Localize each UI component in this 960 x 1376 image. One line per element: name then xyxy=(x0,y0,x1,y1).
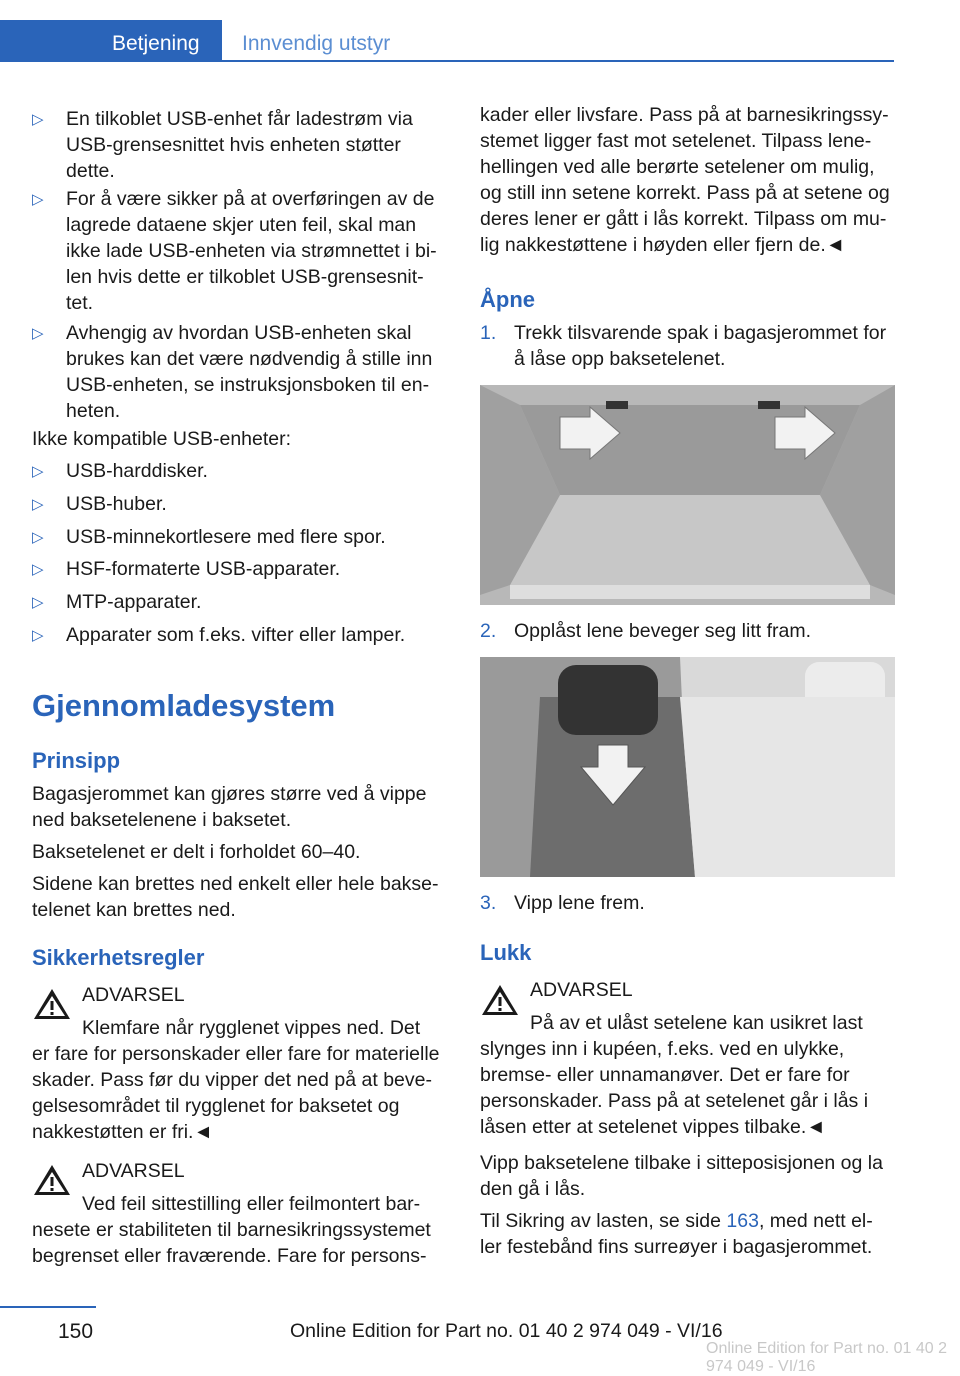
warning-text: Klemfare når rygglenet vippes ned. Det xyxy=(82,1017,421,1039)
bullet-text: Avhengig av hvordan USB-enheten skal brukes kan det være nødvendig å stille inn USB-enheten, se instruksjonsboken til en- heten. xyxy=(66,322,433,422)
watermark: Online Edition for Part no. 01 40 2 974 049 - VI/16 xyxy=(706,1340,948,1375)
bullet-text: For å være sikker på at overføringen av de lagrede dataene skjer uten feil, skal man ikke lade USB-enheten via strømnettet i bi- len hvis dette er tilkoblet USB-grensesnit- tet. xyxy=(66,188,437,314)
page-number: 150 xyxy=(58,1320,94,1343)
bullet-text: USB-harddisker. xyxy=(66,460,208,482)
triangle-bullet-icon: ▷ xyxy=(32,463,44,480)
subsection-title-close: Lukk xyxy=(480,940,532,965)
warning-icon xyxy=(480,982,520,1018)
step-text: Opplåst lene beveger seg litt fram. xyxy=(514,620,811,642)
header-tab-betjening[interactable]: Betjening xyxy=(112,32,200,55)
principle-text: Bagasjerommet kan gjøres større ved å vippe ned baksetelenene i baksetet. xyxy=(32,783,427,831)
trunk-illustration xyxy=(480,385,895,605)
bullet-text: Apparater som f.eks. vifter eller lamper. xyxy=(66,624,406,646)
step-text: Vipp lene frem. xyxy=(514,892,645,914)
triangle-bullet-icon: ▷ xyxy=(32,111,44,128)
step-text: Trekk tilsvarende spak i bagasjerommet for å låse opp baksetelenet. xyxy=(514,322,887,370)
step-number: 1. xyxy=(480,322,497,344)
footer-divider xyxy=(0,1306,96,1308)
warning-text: Ved feil sittestilling eller feilmontert bar- xyxy=(82,1193,421,1215)
seat-illustration xyxy=(480,657,895,877)
header-tab-innvendig-utstyr[interactable]: Innvendig utstyr xyxy=(242,32,391,55)
warning-continuation: kader eller livsfare. Pass på at barnesikringssy- stemet ligger fast mot setelenet. Tilpass lene- hellingen ved alle berørte setelener om mulig, og still inn setene korrekt. Pass på at setene og deres lener er gått i lås korrekt. Tilpass om mu- lig nakkestøttene i høyden eller fjern de.◄ xyxy=(480,104,890,256)
subsection-title-safety: Sikkerhetsregler xyxy=(32,945,205,970)
subsection-title-open: Åpne xyxy=(480,287,535,312)
bullet-text: En tilkoblet USB-enhet får ladestrøm via USB-grensesnittet hvis enheten støtter dette. xyxy=(66,108,413,182)
triangle-bullet-icon: ▷ xyxy=(32,594,44,611)
section-title: Gjennomladesystem xyxy=(32,688,336,723)
header-divider xyxy=(222,60,894,62)
triangle-bullet-icon: ▷ xyxy=(32,191,44,208)
bullet-text: MTP-apparater. xyxy=(66,591,202,613)
principle-text: Baksetelenet er delt i forholdet 60–40. xyxy=(32,841,361,863)
triangle-bullet-icon: ▷ xyxy=(32,496,44,513)
warning-title: ADVARSEL xyxy=(82,1160,185,1182)
triangle-bullet-icon: ▷ xyxy=(32,529,44,546)
warning-text: er fare for personskader eller fare for materielle skader. Pass før du vipper det ned på at beve- gelsesområdet til rygglenet for baksetet og nakkestøtten er fri.◄ xyxy=(32,1043,440,1143)
triangle-bullet-icon: ▷ xyxy=(32,325,44,342)
cargo-reference: Til Sikring av lasten, se side 163, med nett el- ler festebånd fins surreøyer i bagasjerommet. xyxy=(480,1210,873,1258)
principle-text: Sidene kan brettes ned enkelt eller hele bakse- telenet kan brettes ned. xyxy=(32,873,439,921)
step-number: 2. xyxy=(480,620,497,642)
bullet-text: USB-huber. xyxy=(66,493,167,515)
bullet-text: USB-minnekortlesere med flere spor. xyxy=(66,526,386,548)
bullet-text: HSF-formaterte USB-apparater. xyxy=(66,558,341,580)
warning-title: ADVARSEL xyxy=(82,984,185,1006)
warning-text: nesete er stabiliteten til barnesikringssystemet begrenset eller fraværende. Fare for persons- xyxy=(32,1219,431,1267)
step-number: 3. xyxy=(480,892,497,914)
subsection-title-principle: Prinsipp xyxy=(32,748,121,773)
page-link-163[interactable]: 163 xyxy=(726,1210,759,1232)
triangle-bullet-icon: ▷ xyxy=(32,561,44,578)
warning-title: ADVARSEL xyxy=(530,979,633,1001)
close-instructions: Vipp baksetelene tilbake i sitteposisjonen og la den gå i lås. xyxy=(480,1152,883,1200)
incompatible-intro: Ikke kompatible USB-enheter: xyxy=(32,428,292,450)
edition-footer: Online Edition for Part no. 01 40 2 974 049 - VI/16 xyxy=(290,1320,723,1342)
warning-text: På av et ulåst setelene kan usikret last xyxy=(530,1012,863,1034)
warning-text: slynges inn i kupéen, f.eks. ved en ulykke, bremse- eller unnamanøver. Det er fare for personskader. Pass på at setelenet går i lås i låsen etter at setelenet vippes tilbake.◄ xyxy=(480,1038,869,1138)
warning-icon xyxy=(32,986,72,1022)
triangle-bullet-icon: ▷ xyxy=(32,627,44,644)
warning-icon xyxy=(32,1162,72,1198)
